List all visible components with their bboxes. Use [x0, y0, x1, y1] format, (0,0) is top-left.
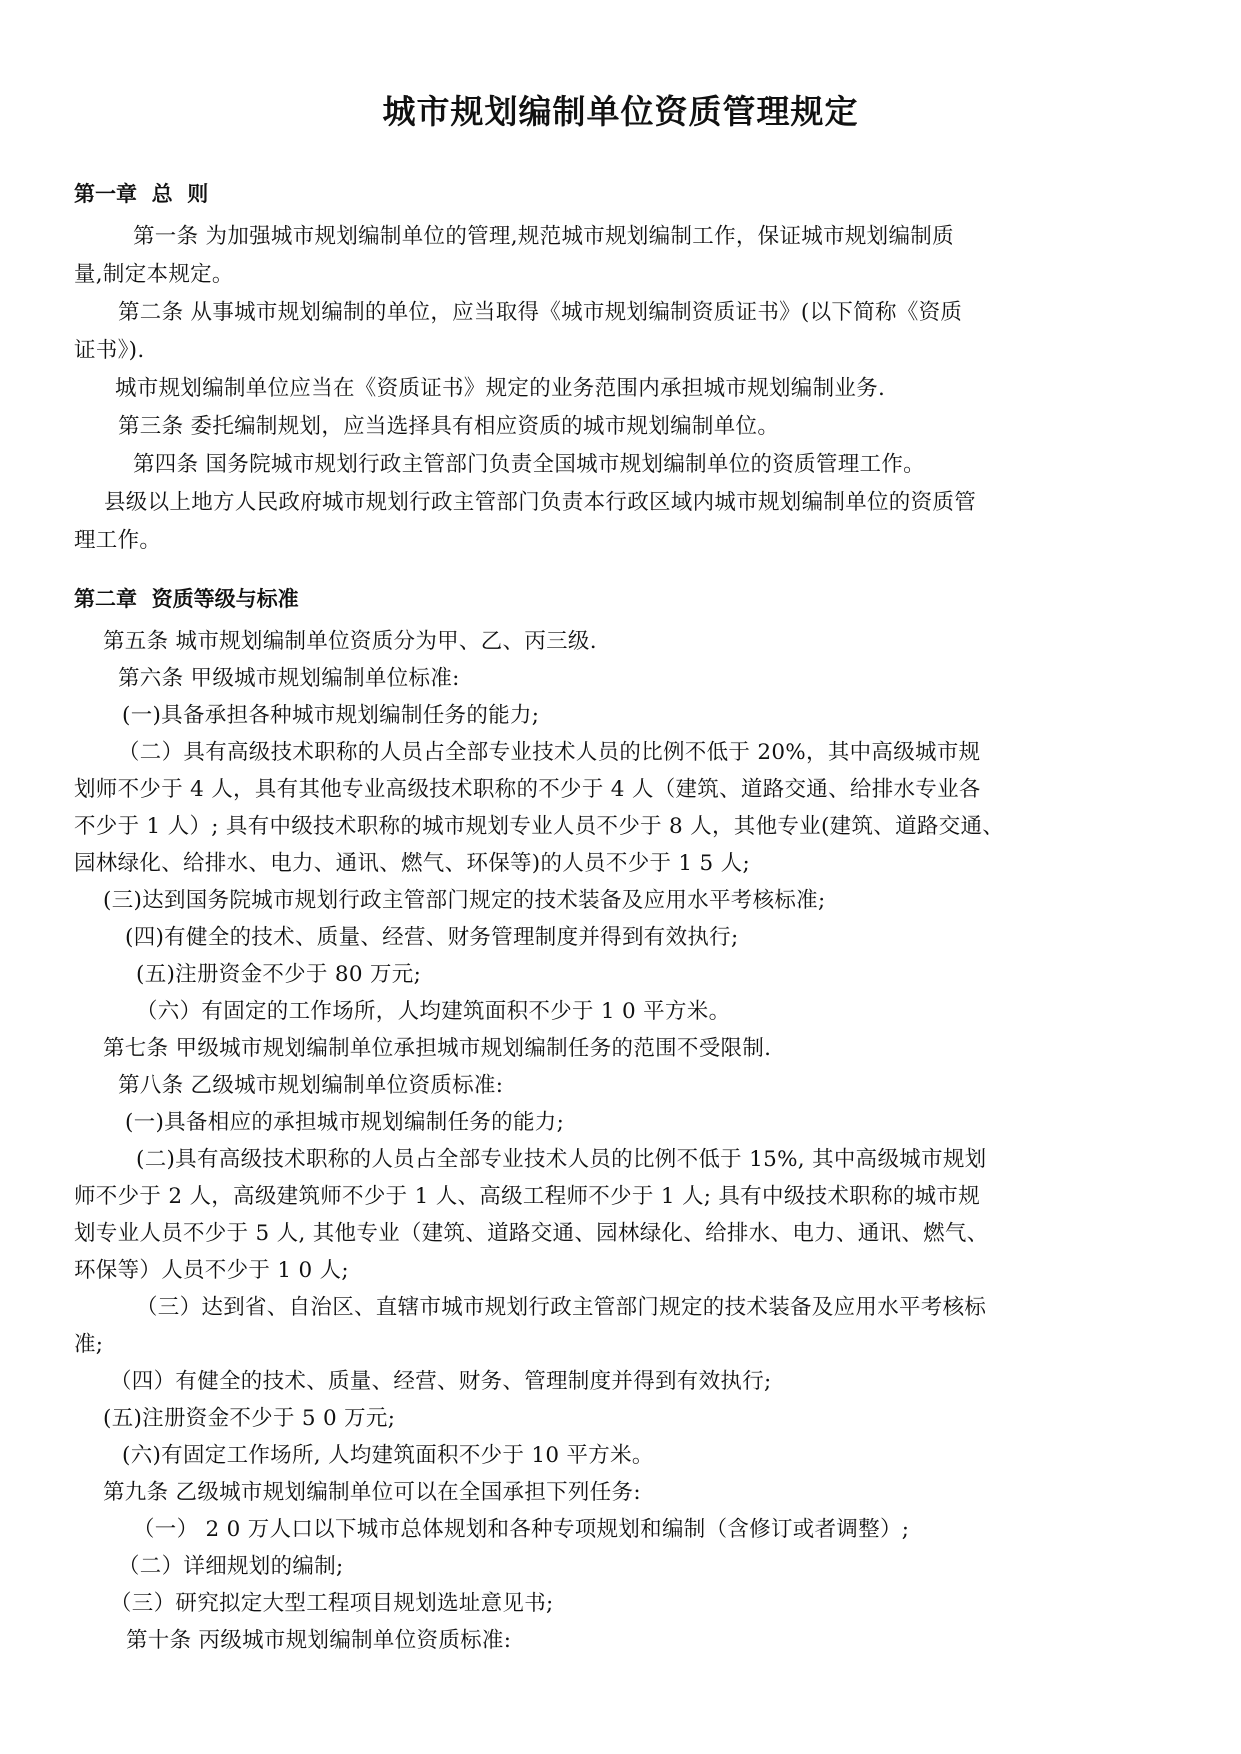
chapter-1-heading: 第一章 总 则 [74, 182, 209, 206]
paragraph-line: 第十条 丙级城市规划编制单位资质标准: [126, 1628, 512, 1653]
paragraph-line: （二）详细规划的编制; [118, 1554, 344, 1579]
paragraph-line: 第一条 为加强城市规划编制单位的管理,规范城市规划编制工作，保证城市规划编制质 [133, 224, 954, 249]
paragraph-line: 师不少于 2 人，高级建筑师不少于 1 人、高级工程师不少于 1 人; 具有中级技术职称的城市规 [74, 1184, 981, 1209]
paragraph-line: （二）具有高级技术职称的人员占全部专业技术人员的比例不低于 20%，其中高级城市规 [118, 740, 981, 765]
paragraph-line: 环保等）人员不少于 1 0 人; [74, 1258, 349, 1283]
paragraph-line: 量,制定本规定。 [74, 262, 234, 287]
paragraph-line: 不少于 1 人）; 具有中级技术职称的城市规划专业人员不少于 8 人，其他专业(建筑、道路交通、 [74, 814, 1005, 839]
paragraph-line: 划专业人员不少于 5 人, 其他专业（建筑、道路交通、园林绿化、给排水、电力、通讯、燃气、 [74, 1221, 989, 1246]
paragraph-line: 第五条 城市规划编制单位资质分为甲、乙、丙三级. [103, 629, 597, 654]
paragraph-line: （三）达到省、自治区、直辖市城市规划行政主管部门规定的技术装备及应用水平考核标 [136, 1295, 987, 1320]
paragraph-line: （六）有固定的工作场所，人均建筑面积不少于 1 0 平方米。 [136, 999, 731, 1024]
paragraph-line: 园林绿化、给排水、电力、通讯、燃气、环保等)的人员不少于 1 5 人; [74, 851, 750, 876]
paragraph-line: 第三条 委托编制规划，应当选择具有相应资质的城市规划编制单位。 [118, 414, 780, 439]
paragraph-line: 第六条 甲级城市规划编制单位标准: [118, 666, 460, 691]
paragraph-line: 准; [74, 1332, 104, 1357]
paragraph-line: 第七条 甲级城市规划编制单位承担城市规划编制任务的范围不受限制. [103, 1036, 772, 1061]
paragraph-line: 县级以上地方人民政府城市规划行政主管部门负责本行政区域内城市规划编制单位的资质管 [104, 490, 977, 515]
paragraph-line: 理工作。 [74, 528, 162, 553]
paragraph-line: （一） 2 0 万人口以下城市总体规划和各种专项规划和编制（含修订或者调整）; [133, 1517, 910, 1542]
paragraph-line: 证书》). [74, 338, 145, 363]
paragraph-line: (三)达到国务院城市规划行政主管部门规定的技术装备及应用水平考核标准; [103, 888, 826, 913]
paragraph-line: (六)有固定工作场所, 人均建筑面积不少于 10 平方米。 [122, 1443, 654, 1468]
paragraph-line: (一)具备相应的承担城市规划编制任务的能力; [125, 1110, 565, 1135]
paragraph-line: （三）研究拟定大型工程项目规划选址意见书; [110, 1591, 554, 1616]
paragraph-line: 第八条 乙级城市规划编制单位资质标准: [118, 1073, 504, 1098]
paragraph-line: （四）有健全的技术、质量、经营、财务、管理制度并得到有效执行; [110, 1369, 772, 1394]
paragraph-line: (五)注册资金不少于 5 0 万元; [103, 1406, 396, 1431]
paragraph-line: (一)具备承担各种城市规划编制任务的能力; [122, 703, 540, 728]
paragraph-line: 城市规划编制单位应当在《资质证书》规定的业务范围内承担城市规划编制业务. [115, 376, 886, 401]
paragraph-line: (四)有健全的技术、质量、经营、财务管理制度并得到有效执行; [125, 925, 739, 950]
paragraph-line: (二)具有高级技术职称的人员占全部专业技术人员的比例不低于 15%, 其中高级城市规划 [136, 1147, 987, 1172]
paragraph-line: 划师不少于 4 人，具有其他专业高级技术职称的不少于 4 人（建筑、道路交通、给排水专业各 [74, 777, 981, 802]
paragraph-line: 第四条 国务院城市规划行政主管部门负责全国城市规划编制单位的资质管理工作。 [133, 452, 925, 477]
paragraph-line: 第九条 乙级城市规划编制单位可以在全国承担下列任务: [103, 1480, 641, 1505]
paragraph-line: (五)注册资金不少于 80 万元; [136, 962, 422, 987]
document-title: 城市规划编制单位资质管理规定 [382, 92, 859, 131]
chapter-2-heading: 第二章 资质等级与标准 [74, 587, 299, 611]
paragraph-line: 第二条 从事城市规划编制的单位，应当取得《城市规划编制资质证书》(以下简称《资质 [118, 300, 963, 325]
